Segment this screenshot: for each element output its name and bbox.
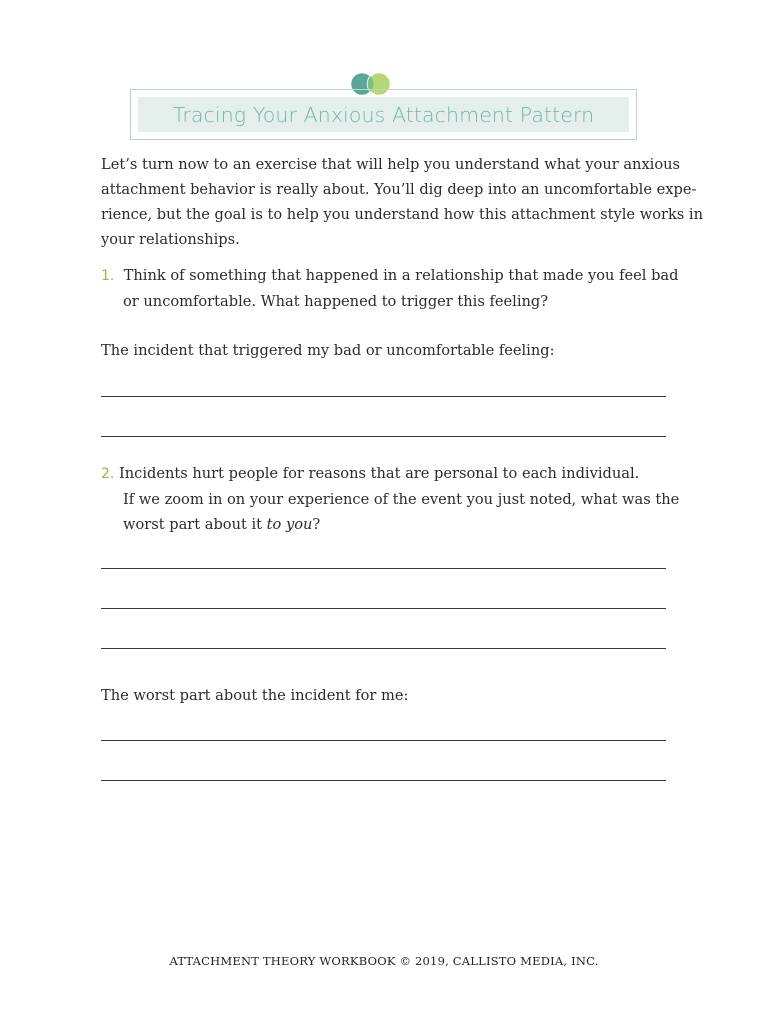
answer-line[interactable] (101, 608, 666, 609)
page-footer: ATTACHMENT THEORY WORKBOOK © 2019, CALLISTO MEDIA, INC. (169, 954, 599, 968)
question-number: 1. (101, 268, 115, 284)
answer-line[interactable] (101, 436, 666, 437)
question-text: worst part about it (123, 516, 267, 533)
intro-paragraph (101, 152, 703, 252)
question-number: 2. (101, 466, 115, 482)
answer-prompt-1: The incident that triggered my bad or uncomfortable feeling: (101, 342, 555, 359)
intro-line: your relationships. (101, 231, 240, 248)
question-text: Incidents hurt people for reasons that are personal to each individual. (119, 465, 640, 482)
emphasis-text: to you (266, 516, 313, 533)
question-2 (101, 461, 679, 537)
page-title: Tracing Your Anxious Attachment Pattern (172, 102, 595, 127)
question-text: ? (312, 516, 321, 533)
question-1 (101, 263, 678, 314)
title-frame (130, 89, 637, 140)
intro-line: rience, but the goal is to help you understand how this attachment style works in (101, 206, 703, 223)
intro-line: attachment behavior is really about. You’ll dig deep into an uncomfortable expe- (101, 181, 697, 198)
answer-prompt-2: The worst part about the incident for me: (101, 687, 409, 704)
answer-line[interactable] (101, 780, 666, 781)
answer-line[interactable] (101, 568, 666, 569)
answer-line[interactable] (101, 740, 666, 741)
intro-line: Let’s turn now to an exercise that will help you understand what your anxious (101, 156, 681, 173)
question-text: Think of something that happened in a relationship that made you feel bad (123, 267, 679, 284)
title-band (138, 97, 629, 132)
question-text: If we zoom in on your experience of the event you just noted, what was the (123, 491, 680, 508)
question-text: or uncomfortable. What happened to trigger this feeling? (123, 293, 549, 310)
answer-line[interactable] (101, 396, 666, 397)
answer-line[interactable] (101, 648, 666, 649)
